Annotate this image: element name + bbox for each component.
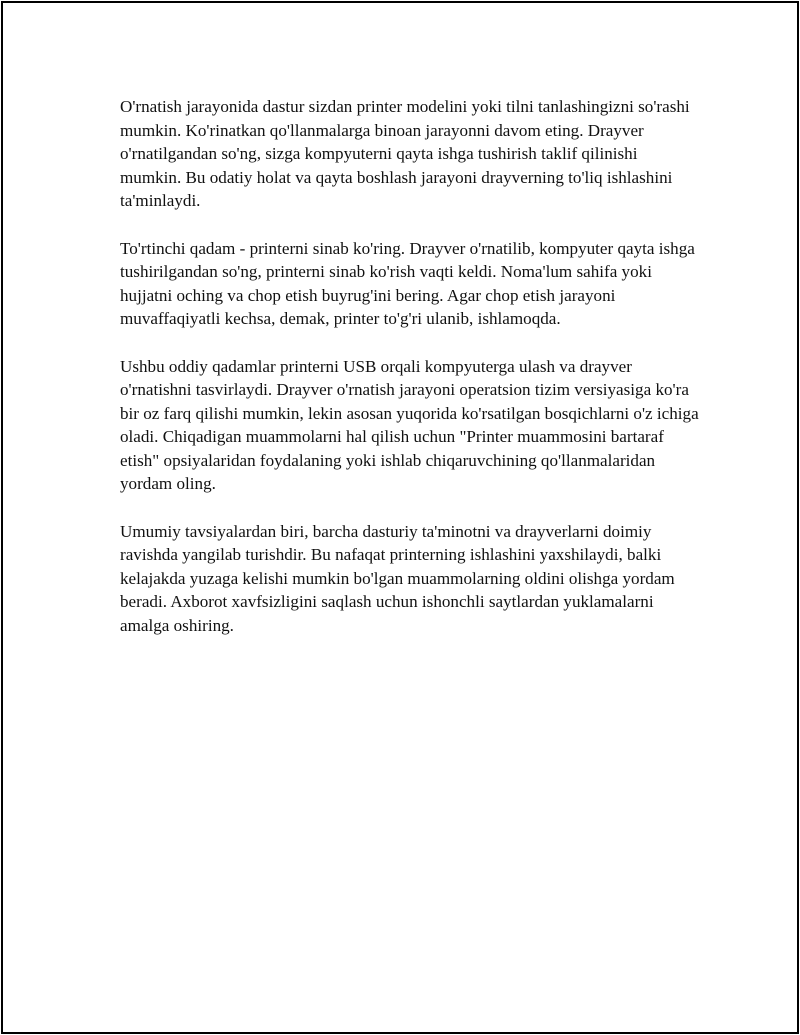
paragraph-4: Umumiy tavsiyalardan biri, barcha dasturiy ta'minotni va drayverlarni doimiy ravishda yangilab turishdir. Bu nafaqat printerning ishlashini yaxshilaydi, balki kelajakda yuzaga kelishi mumkin bo'lgan muammolarning oldini olishga yordam beradi. Axborot xavfsizligini saqlash uchun ishonchli saytlardan yuklamalarni amalga oshiring. — [120, 521, 675, 635]
paragraph-3: Ushbu oddiy qadamlar printerni USB orqali kompyuterga ulash va drayver o'rnatishni tasvirlaydi. Drayver o'rnatish jarayoni operatsion tizim versiyasiga ko'ra bir oz farq qilishi mumkin, lekin asosan yuqorida ko'rsatilgan bosqichlarni o'z ichiga oladi. Chiqadigan muammolarni hal qilish uchun "Printer muammosini bartaraf etish" opsiyalaridan foydalaning yoki ishlab chiqaruvchining qo'llanmalaridan yordam oling. — [120, 356, 699, 493]
paragraph-2: To'rtinchi qadam - printerni sinab ko'ring. Drayver o'rnatilib, kompyuter qayta ishga tushirilgandan so'ng, printerni sinab ko'rish vaqti keldi. Noma'lum sahifa yoki hujjatni oching va chop etish buyrug'ini bering. Agar chop etish jarayoni muvaffaqiyatli kechsa, demak, printer to'g'ri ulanib, ishlamoqda. — [120, 238, 695, 328]
paragraph-1: O'rnatish jarayonida dastur sizdan printer modelini yoki tilni tanlashingizni so'rashi mumkin. Ko'rinatkan qo'llanmalarga binoan jarayonni davom eting. Drayver o'rnatilgandan so'ng, sizga kompyuterni qayta ishga tushirish taklif qilinishi mumkin. Bu odatiy holat va qayta boshlash jarayoni drayverning to'liq ishlashini ta'minlaydi. — [120, 97, 690, 210]
document-page — [1, 1, 799, 1034]
document-body — [120, 95, 700, 661]
